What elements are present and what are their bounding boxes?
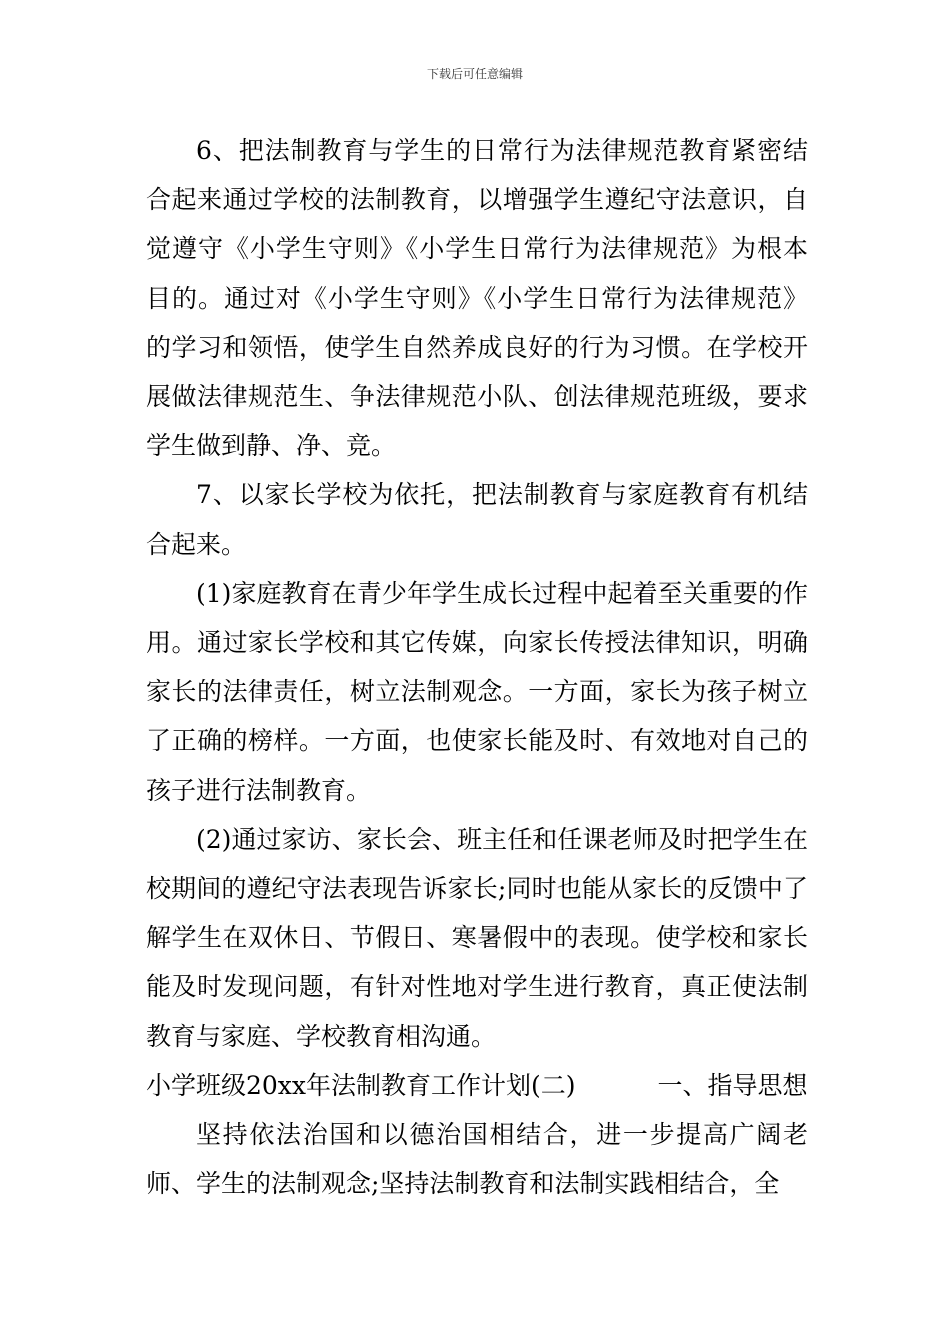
section-title: 小学班级20xx年法制教育工作计划(二) xyxy=(146,1070,576,1100)
paragraph-item-6: 6、把法制教育与学生的日常行为法律规范教育紧密结合起来通过学校的法制教育，以增强学生遵纪守法意识，自觉遵守《小学生守则》《小学生日常行为法律规范》为根本目的。通过对《小学生守则》《小学生日常行为法律规范》的学习和领悟，使学生自然养成良好的行为习惯。在学校开展做法律规范生、争法律规范小队、创法律规范班级，要求学生做到静、净、竞。 xyxy=(146,136,808,461)
paragraph-guiding-thought: 坚持依法治国和以德治国相结合，进一步提高广阔老师、学生的法制观念;坚持法制教育和法制实践相结合，全 xyxy=(146,1120,808,1199)
paragraph-item-7: 7、以家长学校为依托，把法制教育与家庭教育有机结合起来。 xyxy=(146,480,808,559)
section-subtitle: 一、指导思想 xyxy=(657,1070,808,1100)
document-body xyxy=(146,126,808,1208)
paragraph-subitem-2: (2)通过家访、家长会、班主任和任课老师及时把学生在校期间的遵纪守法表现告诉家长;同时也能从家长的反馈中了解学生在双休日、节假日、寒暑假中的表现。使学校和家长能及时发现问题，有针对性地对学生进行教育，真正使法制教育与家庭、学校教育相沟通。 xyxy=(146,824,808,1051)
paragraph-subitem-1: (1)家庭教育在青少年学生成长过程中起着至关重要的作用。通过家长学校和其它传媒，向家长传授法律知识，明确家长的法律责任，树立法制观念。一方面，家长为孩子树立了正确的榜样。一方面，也使家长能及时、有效地对自己的孩子进行法制教育。 xyxy=(146,578,808,805)
section-heading-line xyxy=(146,1061,808,1110)
page-header: 下载后可任意编辑 xyxy=(426,67,523,81)
